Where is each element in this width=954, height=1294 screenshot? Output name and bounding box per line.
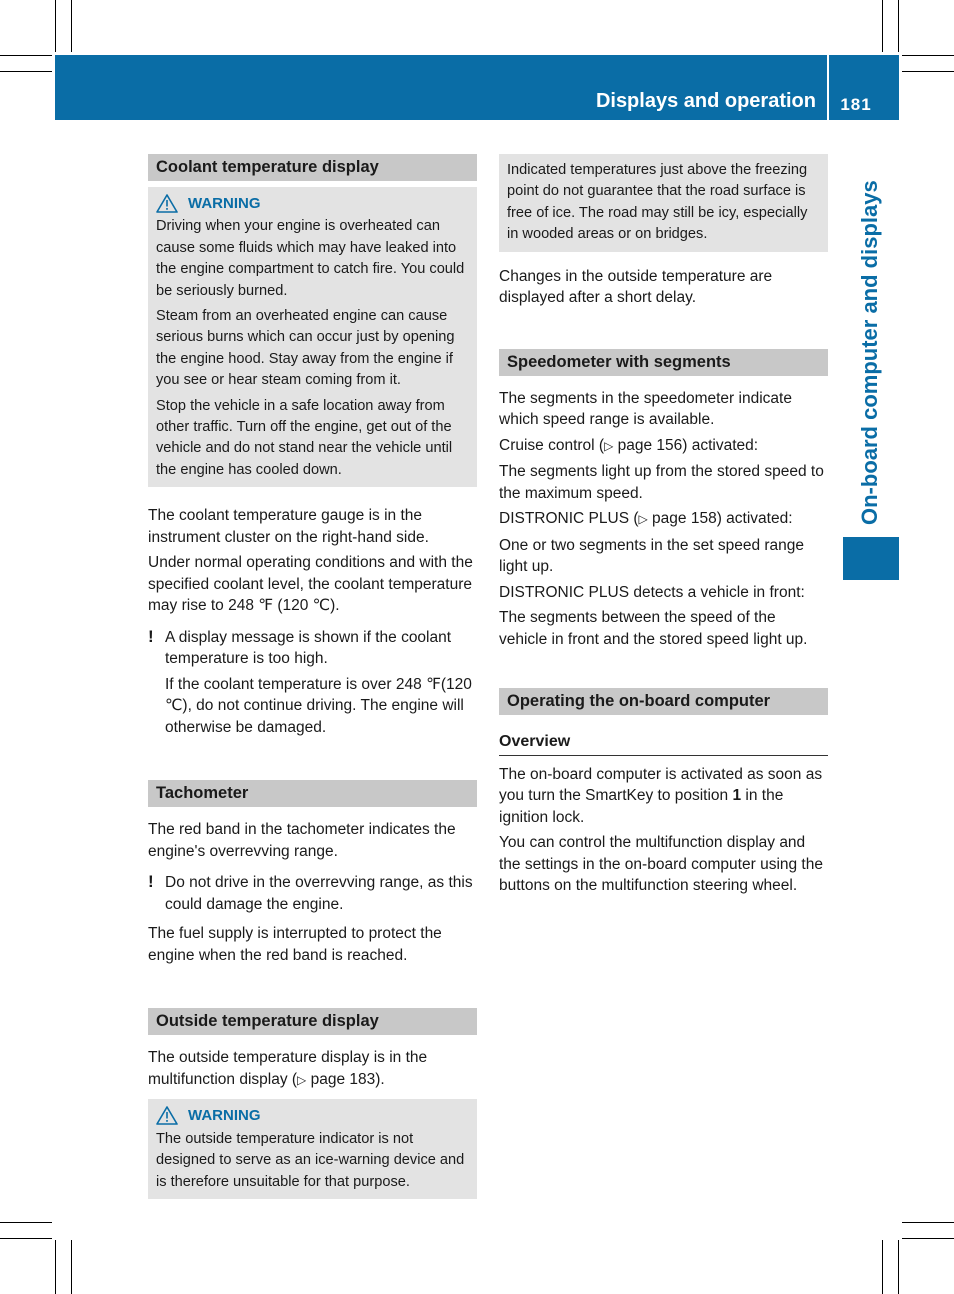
crop-mark xyxy=(0,1222,52,1223)
section-heading-speedometer: Speedometer with segments xyxy=(499,349,828,376)
warning-label: WARNING xyxy=(188,195,261,212)
text-span: page 158) activated: xyxy=(647,510,793,528)
warning-label: WARNING xyxy=(188,1107,261,1125)
crop-mark xyxy=(0,55,52,56)
text-span: page 156) activated: xyxy=(613,436,759,454)
page-ref-arrow-icon: ▷ xyxy=(297,1072,307,1087)
warning-box-coolant xyxy=(148,187,477,487)
warning-paragraph: Stop the vehicle in a safe location away from other traffic. Turn off the engine, get out of the vehicle and do not stand near the vehicle until the engine has cooled down. xyxy=(156,397,453,478)
warning-paragraph: Indicated temperatures just above the freezing point do not guarantee that the road surface is free of ice. The road may still be icy, especially in wooded areas or on bridges. xyxy=(507,162,808,243)
body-paragraph: You can control the multifunction display and the settings in the on-board computer using the buttons on the multifunction steering wheel. xyxy=(499,834,823,895)
section-heading-outside: Outside temperature display xyxy=(148,1008,477,1035)
caution-mark-icon: ! xyxy=(148,872,154,892)
crop-mark xyxy=(898,1240,899,1294)
warning-paragraph: Driving when your engine is overheated can cause some fluids which may have leaked into the engine compartment to catch fire. You could be seriously burned. xyxy=(156,218,465,299)
body-paragraph xyxy=(148,1047,477,1091)
body-paragraph xyxy=(499,435,828,458)
body-paragraph: The segments between the speed of the vehicle in front and the stored speed light up. xyxy=(499,609,808,648)
side-tab-title: On-board computer and displays xyxy=(857,180,882,525)
right-column xyxy=(499,154,828,901)
crop-mark xyxy=(902,1222,954,1223)
crop-mark xyxy=(71,1240,72,1294)
warning-triangle-icon xyxy=(156,1106,178,1125)
crop-mark xyxy=(882,0,883,52)
crop-mark xyxy=(902,55,954,56)
body-paragraph: The fuel supply is interrupted to protect the engine when the red band is reached. xyxy=(148,925,442,964)
crop-mark xyxy=(882,1240,883,1294)
body-paragraph: The red band in the tachometer indicates the engine's overrevving range. xyxy=(148,821,456,860)
warning-box-outside xyxy=(148,1099,477,1199)
side-tab-marker xyxy=(843,537,899,580)
crop-mark xyxy=(71,0,72,52)
warning-header xyxy=(156,193,469,214)
body-paragraph: Changes in the outside temperature are displayed after a short delay. xyxy=(499,267,773,307)
body-paragraph: The coolant temperature gauge is in the instrument cluster on the right-hand side. xyxy=(148,507,429,546)
text-span: in the ignition lock. xyxy=(499,787,784,826)
warning-paragraph: The outside temperature indicator is not designed to serve as an ice-warning device and is therefore unsuitable for that purpose. xyxy=(156,1130,465,1190)
ice-warning-continuation xyxy=(499,154,828,252)
text-span: Cruise control ( xyxy=(499,436,605,454)
body-paragraph: The segments in the speedometer indicate which speed range is available. xyxy=(499,389,792,429)
section-heading-coolant: Coolant temperature display xyxy=(148,154,477,181)
crop-mark xyxy=(55,1240,56,1294)
caution-note xyxy=(148,627,477,670)
header-section-title: Displays and operation xyxy=(595,90,816,112)
text-span: DISTRONIC PLUS ( xyxy=(499,510,639,528)
caution-mark-icon: ! xyxy=(148,626,154,646)
crop-mark xyxy=(902,1238,954,1239)
page-ref-arrow-icon: ▷ xyxy=(638,512,648,527)
text-span: page 183). xyxy=(306,1070,385,1088)
note-text: Do not drive in the overrevving range, as this could damage the engine. xyxy=(165,874,473,913)
crop-mark xyxy=(902,71,954,72)
warning-paragraph: Steam from an overheated engine can cause serious burns which can occur just by opening the engine hood. Stay away from the engine if you see or hear steam coming from it. xyxy=(156,308,455,389)
warning-triangle-icon xyxy=(156,194,178,213)
warning-header xyxy=(156,1105,469,1126)
left-column xyxy=(148,154,477,1199)
position-number: 1 xyxy=(732,787,742,805)
body-paragraph xyxy=(499,508,828,531)
crop-mark xyxy=(0,71,52,72)
note-continuation xyxy=(148,674,477,739)
crop-mark xyxy=(0,1238,52,1239)
subheading-overview: Overview xyxy=(499,731,828,756)
body-paragraph: DISTRONIC PLUS detects a vehicle in front: xyxy=(499,583,805,601)
note-text: If the coolant temperature is over 248 ℉(120 ℃), do not continue driving. The engine will otherwise be damaged. xyxy=(165,675,472,736)
text-span: The outside temperature display is in the multifunction display ( xyxy=(148,1049,428,1088)
body-paragraph: The segments light up from the stored speed to the maximum speed. xyxy=(499,463,824,502)
page-number: 181 xyxy=(840,95,872,114)
body-paragraph xyxy=(499,764,828,829)
body-paragraph: Under normal operating conditions and with the specified coolant level, the coolant temperature may rise to 248 ℉ (120 ℃). xyxy=(148,554,473,615)
body-paragraph: One or two segments in the set speed range light up. xyxy=(499,536,805,576)
crop-mark xyxy=(898,0,899,52)
note-text: A display message is shown if the coolant temperature is too high. xyxy=(165,628,452,668)
section-heading-tachometer: Tachometer xyxy=(148,780,477,807)
section-heading-onboard: Operating the on-board computer xyxy=(499,688,828,715)
page-ref-arrow-icon: ▷ xyxy=(604,438,614,453)
text-span: The on-board computer is activated as soon as you turn the SmartKey to position xyxy=(499,765,823,805)
crop-mark xyxy=(55,0,56,52)
caution-note xyxy=(148,872,477,915)
